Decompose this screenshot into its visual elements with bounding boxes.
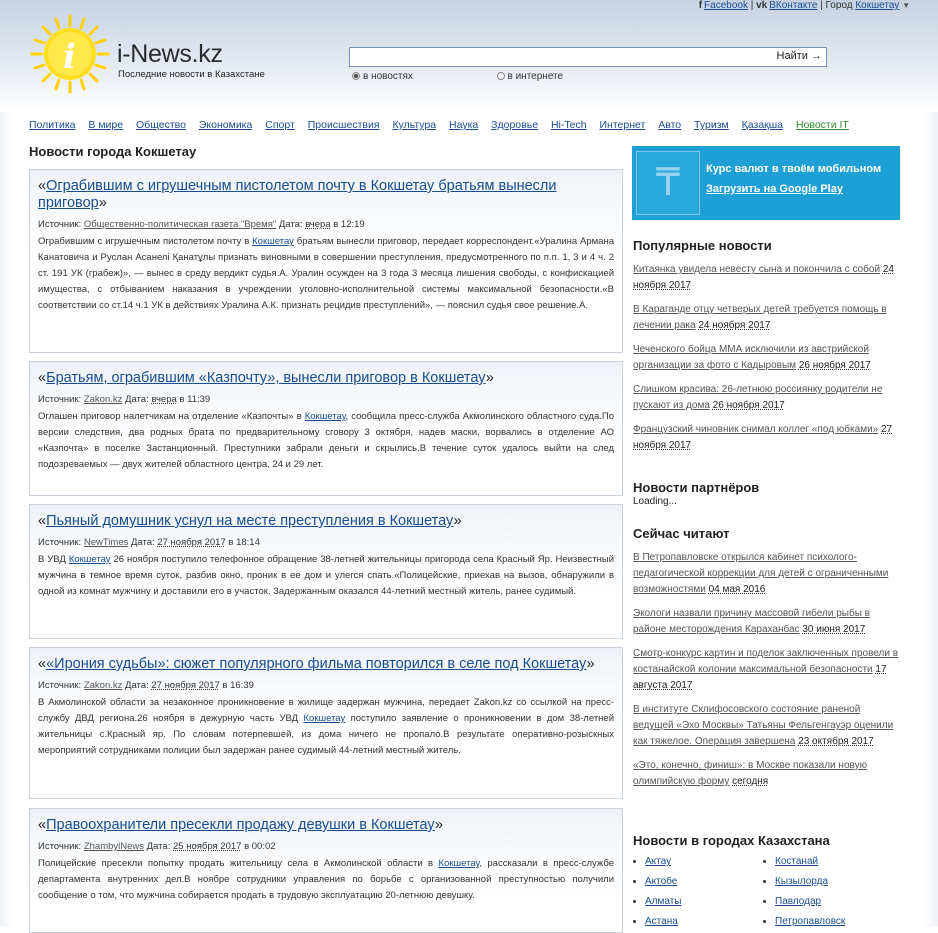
list-item: [775, 912, 893, 932]
list-item: [633, 606, 901, 638]
google-play-link[interactable]: Загрузить на Google Play: [706, 183, 843, 195]
list-item: [633, 262, 901, 294]
source-label: Источник:: [38, 394, 82, 405]
sun-logo-icon[interactable]: [30, 14, 110, 94]
list-item: [775, 872, 893, 892]
nav-auto[interactable]: Авто: [658, 119, 682, 131]
cities-heading: Новости в городах Казахстана: [633, 833, 830, 848]
article-card: [29, 647, 623, 799]
city-tag-link[interactable]: Кокшетау: [303, 713, 346, 724]
article-meta: [38, 680, 614, 691]
article-title-link[interactable]: Братьям, ограбившим «Казпочту», вынесли приговор в Кокшетау: [46, 370, 486, 386]
article-title-link[interactable]: Пьяный домушник уснул на месте преступления в Кокшетау: [46, 513, 454, 529]
list-item: [633, 382, 901, 414]
partners-loading: Loading...: [633, 496, 677, 507]
news-link[interactable]: «Это, конечно, финиш»: в Москве показали новую олимпийскую форму: [633, 760, 868, 787]
article-time: в 00:02: [244, 841, 276, 852]
source-label: Источник:: [38, 537, 82, 548]
list-item: [645, 912, 763, 932]
article-excerpt: Ограбившим с игрушечным пистолетом почту в Кокшетау братьям вынесли приговор, передает корреспондент.«Уралина Армана Канатовича и Руслан Асанелі Қанатұлы признать виновными в совершении преступления, предусмотренного по п.п. 1, 3 и 4 ч. 2 ст. 191 УК (грабеж)», — вынес в среду вердикт судья.А. Уралин осужден на 3 года 3 месяца лишения свободы, с конфискацией имущества, с отбыванием наказания в учреждении уголовно-исполнительной системы максимальной безопасности.«В соответствии со ст.14 ч.1 УК в действиях Уралина А.К. признать рецидив преступлений», — пояснил судья свое решение.А.: [38, 236, 614, 311]
nav-society[interactable]: Общество: [136, 119, 186, 131]
news-link[interactable]: В Караганде отцу четверых детей требуется помощь в лечении рака: [633, 304, 887, 331]
article-time: в 11:39: [179, 394, 211, 405]
top-links: f Facebook | vk ВКонтакте | Город Кокшетау ▼: [698, 0, 910, 11]
article-date: 27 ноября 2017: [157, 537, 226, 548]
article-title: «Пьяный домушник уснул на месте преступления в Кокшетау»: [38, 513, 462, 529]
city-link[interactable]: Астана: [645, 916, 678, 927]
news-date: 17 августа 2017: [633, 664, 887, 691]
news-link[interactable]: В институте Склифосовского состояние раненой ведущей «Эхо Москвы» Татьяны Фельгенгауэр оценили как тяжелое. Операция завершена: [633, 704, 894, 747]
list-item: [645, 892, 763, 912]
article-card: [29, 808, 623, 933]
now-reading-heading: Сейчас читают: [633, 526, 730, 541]
article-meta: [38, 219, 614, 230]
list-item: [645, 872, 763, 892]
vk-icon: vk: [756, 0, 768, 11]
city-link[interactable]: Актобе: [645, 876, 678, 887]
article-meta: [38, 841, 614, 852]
list-item: [633, 422, 901, 454]
city-tag-link[interactable]: Кокшетау: [252, 236, 294, 247]
news-link[interactable]: Слишком красива: 26-летнюю россиянку родители не пускают из дома: [633, 384, 883, 411]
nav-kazakh[interactable]: Қазақша: [741, 119, 784, 131]
partners-heading: Новости партнёров: [633, 480, 760, 495]
nav-tourism[interactable]: Туризм: [694, 119, 729, 131]
city-link[interactable]: Костанай: [775, 856, 819, 867]
category-nav: [29, 119, 859, 131]
now-reading-list: [633, 550, 901, 798]
currency-app-promo[interactable]: [632, 146, 900, 220]
nav-internet[interactable]: Интернет: [599, 119, 646, 131]
site-tagline: Последние новости в Казахстане: [118, 69, 265, 80]
city-link[interactable]: Кызылорда: [775, 876, 829, 887]
news-date: 30 июня 2017: [802, 624, 866, 635]
news-link[interactable]: Французский чиновник снимал коллег «под юбками»: [633, 424, 879, 435]
nav-health[interactable]: Здоровье: [491, 119, 539, 131]
article-title: «Братьям, ограбившим «Казпочту», вынесли приговор в Кокшетау»: [38, 370, 494, 386]
article-excerpt: В УВД Кокшетау 26 ноября поступило телефонное обращение 38-летней жительницы пригорода села Красный Яр. Неизвестный мужчина в темное время суток, разбив окно, проник в ее дом и улегся спать.«Полицейские, приехав на вызов, обнаружили в одной из комнат мужчину и доставили его в участок. Задержанным оказался 44-летний местный житель, ранее судимый.: [38, 554, 614, 597]
date-label: Дата:: [146, 841, 171, 852]
article-title-link[interactable]: Правоохранители пресекли продажу девушки в Кокшетау: [46, 817, 435, 833]
news-link[interactable]: Экологи назвали причину массовой гибели рыбы в районе месторождения Караханбас: [633, 608, 870, 635]
city-selector[interactable]: Кокшетау: [855, 0, 900, 11]
article-meta: [38, 537, 614, 548]
list-item: [633, 550, 901, 598]
tenge-icon: ₸: [636, 151, 700, 215]
facebook-link[interactable]: Facebook: [704, 0, 748, 11]
article-time: в 12:19: [333, 219, 365, 230]
nav-economy[interactable]: Экономика: [198, 119, 253, 131]
search-box[interactable]: [349, 47, 827, 67]
article-title-link[interactable]: «Ирония судьбы»: сюжет популярного фильма повторился в селе под Кокшетау: [46, 656, 587, 672]
nav-incidents[interactable]: Происшествия: [307, 119, 380, 131]
date-label: Дата:: [131, 537, 155, 548]
article-title-link[interactable]: Ограбившим с игрушечным пистолетом почту в Кокшетау братьям вынесли приговор: [38, 178, 557, 211]
article-title: ««Ирония судьбы»: сюжет популярного фильма повторился в селе под Кокшетау»: [38, 656, 595, 672]
news-date: 24 ноября 2017: [698, 320, 771, 331]
article-date: 25 ноября 2017: [173, 841, 242, 852]
source-label: Источник:: [38, 219, 82, 230]
source-label: Источник:: [38, 680, 82, 691]
radio-internet-label[interactable]: в интернете: [507, 71, 564, 82]
news-date: 26 ноября 2017: [798, 360, 871, 371]
site-logo-text[interactable]: i-News.kz: [117, 40, 223, 68]
chevron-down-icon[interactable]: ▼: [902, 1, 910, 10]
list-item: [633, 758, 901, 790]
source-label: Источник:: [38, 841, 82, 852]
news-date: 23 октября 2017: [798, 736, 874, 747]
list-item: [633, 342, 901, 374]
article-title: «Правоохранители пресекли продажу девушки в Кокшетау»: [38, 817, 443, 833]
source-link[interactable]: ZhambylNews: [83, 841, 145, 852]
date-label: Дата:: [278, 219, 303, 230]
list-item: [775, 892, 893, 912]
article-card: [29, 169, 623, 353]
article-card: [29, 504, 623, 639]
nav-hitech[interactable]: Hi-Tech: [550, 119, 587, 131]
city-link[interactable]: Алматы: [645, 896, 682, 907]
news-date: сегодня: [732, 776, 769, 787]
search-scope: [352, 71, 563, 82]
news-link[interactable]: Китаянка увидела невесту сына и покончила с собой: [633, 264, 881, 275]
news-date: 26 ноября 2017: [712, 400, 785, 411]
source-link[interactable]: Общественно-политическая газета "Время": [83, 219, 277, 230]
news-link[interactable]: Чеченского бойца ММА исключили из австрийской организации за фото с Кадыровым: [633, 344, 869, 371]
news-link[interactable]: Смотр-конкурс картин и поделок заключенных провели в костанайской колонии максимальной безопасности: [633, 648, 899, 675]
nav-world[interactable]: В мире: [88, 119, 124, 131]
date-label: Дата:: [125, 394, 149, 405]
nav-sport[interactable]: Спорт: [265, 119, 295, 131]
article-excerpt: Оглашен приговор налетчикам на отделение «Казпочты» в Кокшетау, сообщила пресс-служба Акмолинского областного суда.По версии следствия, два родных брата по предварительному сговору 3 октября, надев маски, ворвались в отделение АО «Казпочта» в поселке Застанционный. Преступники забрали деньги и скрылись.В течение суток удалось выйти на след подозреваемых — двух жителей областного центра, 24 и 29 лет.: [38, 411, 615, 470]
city-tag-link[interactable]: Кокшетау: [68, 554, 111, 565]
article-meta: [38, 394, 614, 405]
city-link[interactable]: Актау: [645, 856, 672, 867]
news-link[interactable]: В Петропавловске открылся кабинет психолого-педагогической коррекции для детей с ограниченными возможностями: [633, 552, 889, 595]
news-date: 27 ноября 2017: [633, 424, 893, 451]
news-date: 24 ноября 2017: [633, 264, 894, 291]
nav-culture[interactable]: Культура: [392, 119, 437, 131]
article-date: вчера: [305, 219, 331, 230]
article-excerpt: В Акмолинской области за незаконное проникновение в жилище задержан мужчина, передает Zakon.kz со ссылкой на пресс-службу ДВД региона.26 ноября в дежурную часть УВД Кокшетау поступило заявление о проникновении в дом 38-летней жительницы с.Красный яр. По словам потерпевшей, из дома ничего не пропало.В результате оперативно-розыскных мероприятий сотрудниками полиции был задержан ранее судимый 44-летний местный житель.: [38, 697, 615, 756]
article-date: 27 ноября 2017: [151, 680, 220, 691]
radio-news-label[interactable]: в новостях: [363, 71, 413, 82]
search-button[interactable]: Найти →: [776, 50, 822, 62]
cities-column-right: [763, 852, 893, 932]
page-title: Новости города Кокшетау: [29, 144, 197, 159]
list-item: [633, 702, 901, 750]
city-link[interactable]: Павлодар: [775, 896, 822, 907]
city-label: Город: [825, 0, 853, 11]
city-link[interactable]: Петропавловск: [775, 916, 846, 927]
popular-list: [633, 262, 901, 462]
nav-it-news[interactable]: Новости IT: [795, 119, 849, 131]
news-date: 04 мая 2016: [708, 584, 766, 595]
cities-list: [633, 852, 901, 932]
list-item: [645, 852, 763, 872]
city-tag-link[interactable]: Кокшетау: [304, 411, 346, 422]
svg-text:i: i: [63, 37, 76, 77]
nav-science[interactable]: Наука: [449, 119, 479, 131]
article-title: «Ограбившим с игрушечным пистолетом почту в Кокшетау братьям вынесли приговор»: [38, 178, 557, 211]
radio-internet[interactable]: [497, 72, 505, 80]
nav-politics[interactable]: Политика: [29, 119, 76, 131]
facebook-icon: f: [698, 0, 703, 11]
article-date: вчера: [151, 394, 177, 405]
article-card: [29, 361, 623, 496]
date-label: Дата:: [125, 680, 149, 691]
article-time: в 16:39: [222, 680, 254, 691]
list-item: [633, 302, 901, 334]
source-link[interactable]: NewTimes: [83, 537, 129, 548]
cities-column-left: [633, 852, 763, 932]
vk-link[interactable]: ВКонтакте: [769, 0, 818, 11]
list-item: [633, 646, 901, 694]
promo-text: Курс валют в твоём мобильном: [706, 163, 882, 175]
list-item: [775, 852, 893, 872]
radio-news[interactable]: [352, 72, 360, 80]
popular-heading: Популярные новости: [633, 238, 772, 253]
source-link[interactable]: Zakon.kz: [83, 680, 123, 691]
article-excerpt: Полицейские пресекли попытку продать жительницу села в Акмолинской области в Кокшетау, рассказали в пресс-службе департамента внутренних дел.В ноябре сотрудники управления по борьбе с организованной преступностью получили сообщение о том, что мужчина собирается продать в трудовую эксплуатацию 20-летнюю девушку.: [38, 858, 614, 901]
source-link[interactable]: Zakon.kz: [83, 394, 123, 405]
city-tag-link[interactable]: Кокшетау: [438, 858, 480, 869]
article-time: в 18:14: [228, 537, 260, 548]
